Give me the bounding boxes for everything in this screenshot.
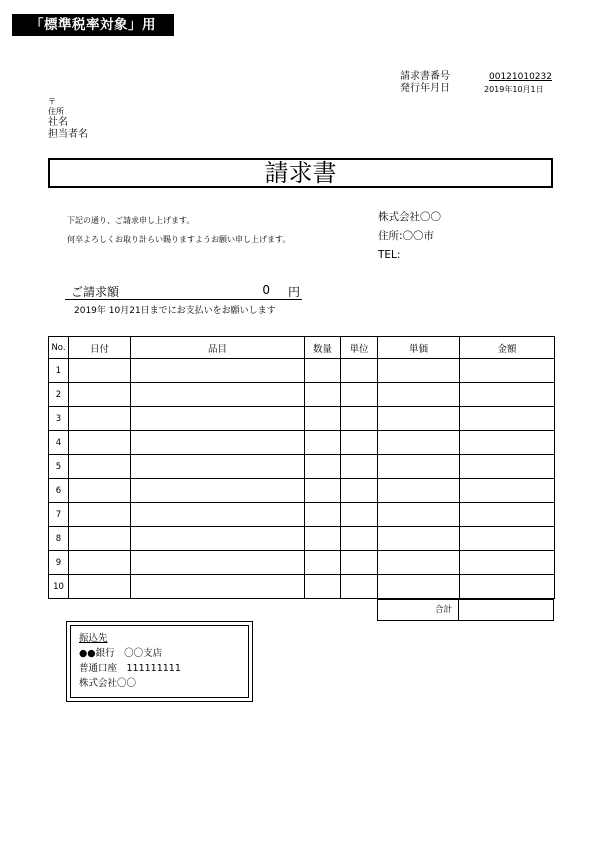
header-item: 品目 — [131, 337, 305, 359]
table-header-row — [49, 337, 555, 359]
date-cell[interactable] — [69, 575, 131, 599]
date-cell[interactable] — [69, 431, 131, 455]
unit-price-cell[interactable] — [378, 383, 460, 407]
header-unit-price: 単価 — [378, 337, 460, 359]
tax-rate-tag: 「標準税率対象」用 — [12, 14, 174, 36]
unit-price-cell[interactable] — [378, 527, 460, 551]
unit-cell[interactable] — [341, 407, 378, 431]
amount-cell[interactable] — [460, 551, 555, 575]
unit-cell[interactable] — [341, 551, 378, 575]
issuer-address: 住所:〇〇市 — [378, 230, 435, 242]
total-value[interactable] — [459, 599, 554, 621]
amount-cell[interactable] — [460, 527, 555, 551]
unit-price-cell[interactable] — [378, 503, 460, 527]
quantity-cell[interactable] — [305, 479, 341, 503]
unit-cell[interactable] — [341, 359, 378, 383]
amount-cell[interactable] — [460, 359, 555, 383]
item-cell[interactable] — [131, 503, 305, 527]
amount-cell[interactable] — [460, 455, 555, 479]
billing-amount-value: 0 — [262, 283, 270, 297]
quantity-cell[interactable] — [305, 527, 341, 551]
billing-amount — [65, 283, 302, 300]
row-number: 7 — [49, 503, 69, 527]
row-number: 6 — [49, 479, 69, 503]
items-table — [48, 336, 555, 599]
row-number: 3 — [49, 407, 69, 431]
unit-cell[interactable] — [341, 503, 378, 527]
table-row — [49, 551, 555, 575]
item-cell[interactable] — [131, 407, 305, 431]
bank-transfer-box — [66, 621, 253, 702]
bank-account: 普通口座 111111111 — [79, 663, 181, 674]
billing-amount-label: ご請求額 — [71, 285, 120, 299]
item-cell[interactable] — [131, 575, 305, 599]
document-title: 請求書 — [48, 158, 553, 188]
quantity-cell[interactable] — [305, 359, 341, 383]
quantity-cell[interactable] — [305, 455, 341, 479]
message-line-1: 下記の通り、ご請求申し上げます。 — [67, 216, 195, 225]
quantity-cell[interactable] — [305, 575, 341, 599]
request-message — [67, 211, 290, 249]
postal-mark: 〒 — [48, 97, 56, 106]
unit-price-cell[interactable] — [378, 431, 460, 455]
amount-cell[interactable] — [460, 431, 555, 455]
amount-cell[interactable] — [460, 407, 555, 431]
bank-title: 振込先 — [79, 633, 108, 644]
billing-amount-unit: 円 — [287, 285, 300, 299]
row-number: 10 — [49, 575, 69, 599]
amount-cell[interactable] — [460, 383, 555, 407]
unit-cell[interactable] — [341, 575, 378, 599]
quantity-cell[interactable] — [305, 407, 341, 431]
unit-price-cell[interactable] — [378, 359, 460, 383]
unit-cell[interactable] — [341, 527, 378, 551]
table-row — [49, 503, 555, 527]
unit-price-cell[interactable] — [378, 479, 460, 503]
unit-price-cell[interactable] — [378, 551, 460, 575]
table-row — [49, 383, 555, 407]
row-number: 5 — [49, 455, 69, 479]
date-cell[interactable] — [69, 359, 131, 383]
date-cell[interactable] — [69, 407, 131, 431]
table-row — [49, 359, 555, 383]
bank-transfer-inner — [70, 625, 249, 698]
row-number: 4 — [49, 431, 69, 455]
quantity-cell[interactable] — [305, 503, 341, 527]
invoice-number-label: 請求書番号 — [400, 71, 450, 82]
date-cell[interactable] — [69, 479, 131, 503]
message-line-2: 何卒よろしくお取り計らい賜りますようお願い申し上げます。 — [67, 235, 291, 244]
row-number: 9 — [49, 551, 69, 575]
item-cell[interactable] — [131, 527, 305, 551]
header-no: No. — [49, 337, 69, 359]
item-cell[interactable] — [131, 431, 305, 455]
unit-cell[interactable] — [341, 383, 378, 407]
recipient-address: 住所 — [48, 107, 64, 116]
total-label: 合計 — [377, 599, 459, 621]
amount-cell[interactable] — [460, 575, 555, 599]
bank-branch: ●●銀行 〇〇支店 — [79, 648, 163, 659]
bank-holder: 株式会社〇〇 — [79, 678, 137, 689]
item-cell[interactable] — [131, 455, 305, 479]
recipient-company: 社名 — [48, 117, 68, 128]
unit-price-cell[interactable] — [378, 575, 460, 599]
quantity-cell[interactable] — [305, 431, 341, 455]
issuer-block — [378, 208, 441, 265]
date-cell[interactable] — [69, 455, 131, 479]
unit-cell[interactable] — [341, 479, 378, 503]
item-cell[interactable] — [131, 479, 305, 503]
date-cell[interactable] — [69, 383, 131, 407]
amount-cell[interactable] — [460, 503, 555, 527]
table-row — [49, 575, 555, 599]
item-cell[interactable] — [131, 359, 305, 383]
unit-cell[interactable] — [341, 455, 378, 479]
date-cell[interactable] — [69, 527, 131, 551]
table-row — [49, 479, 555, 503]
item-cell[interactable] — [131, 383, 305, 407]
table-row — [49, 431, 555, 455]
table-row — [49, 407, 555, 431]
row-number: 2 — [49, 383, 69, 407]
row-number: 8 — [49, 527, 69, 551]
unit-cell[interactable] — [341, 431, 378, 455]
table-row — [49, 527, 555, 551]
quantity-cell[interactable] — [305, 551, 341, 575]
issue-date: 2019年10月1日 — [484, 85, 544, 94]
header-quantity: 数量 — [305, 337, 341, 359]
issuer-tel: TEL: — [378, 249, 401, 261]
invoice-number: 00121010232 — [489, 72, 552, 82]
unit-price-cell[interactable] — [378, 407, 460, 431]
table-row — [49, 455, 555, 479]
amount-cell[interactable] — [460, 479, 555, 503]
meta-labels — [400, 71, 450, 95]
header-amount: 金額 — [460, 337, 555, 359]
recipient-block — [48, 97, 88, 141]
item-cell[interactable] — [131, 551, 305, 575]
date-cell[interactable] — [69, 503, 131, 527]
payment-deadline: 2019年 10月21日までにお支払いをお願いします — [74, 306, 276, 316]
unit-price-cell[interactable] — [378, 455, 460, 479]
quantity-cell[interactable] — [305, 383, 341, 407]
header-date: 日付 — [69, 337, 131, 359]
issuer-company: 株式会社〇〇 — [378, 211, 441, 223]
recipient-person: 担当者名 — [48, 129, 88, 140]
header-unit: 単位 — [341, 337, 378, 359]
issue-date-label: 発行年月日 — [400, 83, 450, 94]
row-number: 1 — [49, 359, 69, 383]
date-cell[interactable] — [69, 551, 131, 575]
